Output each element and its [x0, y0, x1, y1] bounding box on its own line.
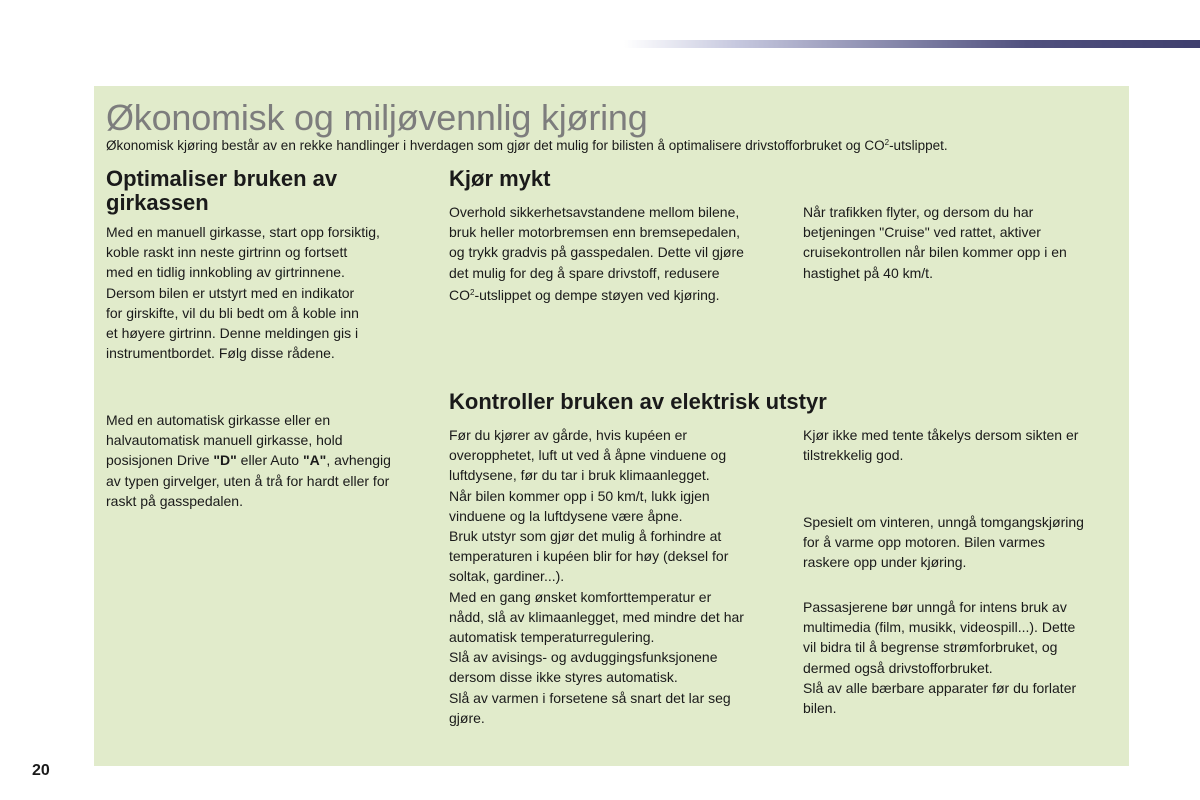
text-line: betjeningen "Cruise" ved rattet, aktiver	[803, 224, 1041, 241]
text-line: vil bidra til å begrense strømforbruket, og	[803, 639, 1058, 656]
text-line: Før du kjører av gårde, hvis kupéen er	[449, 427, 688, 443]
text-line: nådd, slå av klimaanlegget, med mindre det har	[449, 608, 744, 625]
text-line: Bruk utstyr som gjør det mulig å forhindre at	[449, 528, 722, 545]
text-line: instrumentbordet. Følg disse rådene.	[106, 345, 335, 362]
page-title: Økonomisk og miljøvennlig kjøring	[106, 97, 648, 138]
electrical-text-col1	[449, 425, 744, 728]
text-line: bilen.	[803, 700, 837, 717]
text-line: soltak, gardiner...).	[449, 568, 565, 585]
smooth-text-col2	[803, 202, 1067, 283]
intro-sup: 2	[884, 138, 890, 147]
text-line: multimedia (film, musikk, videospill...). Dette	[803, 619, 1076, 636]
text-line: for å varme opp motoren. Bilen varmes	[803, 534, 1045, 551]
text-line: det mulig for deg å spare drivstoff, redusere	[449, 264, 720, 281]
text-line: Dersom bilen er utstyrt med en indikator	[106, 284, 355, 301]
text-line: Med en automatisk girkasse eller en	[106, 412, 331, 428]
text-line: tilstrekkelig god.	[803, 447, 904, 464]
text-line: automatisk temperaturregulering.	[449, 629, 655, 646]
gearbox-auto-text	[106, 410, 391, 511]
text-line: overopphetet, luft ut ved å åpne vinduene og	[449, 447, 727, 464]
text-line: Spesielt om vinteren, unngå tomgangskjøring	[803, 514, 1084, 530]
smooth-heading: Kjør mykt	[449, 166, 551, 191]
text-span: eller Auto	[236, 452, 303, 469]
text-line: for girskifte, vil du bli bedt om å koble inn	[106, 304, 359, 321]
text-line: vinduene og la luftdysene være åpne.	[449, 507, 683, 524]
electrical-heading: Kontroller bruken av elektrisk utstyr	[449, 389, 827, 414]
text-line: luftdysene, før du tar i bruk klimaanlegget.	[449, 467, 710, 484]
text-line: Med en manuell girkasse, start opp forsiktig,	[106, 224, 380, 240]
text-line: Overhold sikkerhetsavstandene mellom bilene,	[449, 204, 740, 220]
intro-text	[106, 133, 948, 156]
text-line: Slå av avisings- og avduggingsfunksjonene	[449, 649, 718, 666]
text-line: og trykk gradvis på gasspedalen. Dette vil gjøre	[449, 244, 744, 261]
text-line: Med en gang ønsket komforttemperatur er	[449, 588, 712, 605]
text-line: dersom disse ikke styres automatisk.	[449, 669, 678, 686]
intro-end: -utslippet.	[889, 138, 948, 153]
text-line: temperaturen i kupéen blir for høy (deksel for	[449, 548, 729, 565]
text-line: dermed også drivstofforbruket.	[803, 659, 993, 676]
text-line: raskt på gasspedalen.	[106, 492, 243, 509]
text-span: posisjonen Drive	[106, 452, 214, 469]
text-line: Kjør ikke med tente tåkelys dersom sikten er	[803, 427, 1079, 443]
text-line: Passasjerene bør unngå for intens bruk av	[803, 599, 1067, 615]
text-line: cruisekontrollen når bilen kommer opp i en	[803, 244, 1067, 261]
text-span: CO	[449, 286, 470, 303]
text-line: Slå av varmen i forsetene så snart det lar seg	[449, 689, 731, 706]
gearbox-heading-line1: Optimaliser bruken av	[106, 166, 338, 191]
auto-position: "A"	[302, 452, 327, 469]
gearbox-heading	[106, 167, 337, 215]
electrical-text-col2-p1	[803, 425, 1078, 465]
text-line: Når trafikken flyter, og dersom du har	[803, 204, 1034, 220]
text-line: raskere opp under kjøring.	[803, 554, 967, 571]
smooth-text-col1	[449, 202, 744, 305]
gearbox-heading-line2: girkassen	[106, 190, 209, 215]
co2-sup: 2	[470, 287, 475, 297]
drive-position: "D"	[213, 452, 237, 469]
text-line: Når bilen kommer opp i 50 km/t, lukk igjen	[449, 487, 710, 504]
text-line: et høyere girtrinn. Denne meldingen gis i	[106, 325, 359, 342]
text-line: hastighet på 40 km/t.	[803, 264, 933, 281]
text-line: Slå av alle bærbare apparater før du forlater	[803, 679, 1077, 696]
electrical-text-col2-p3	[803, 597, 1076, 718]
intro-body: Økonomisk kjøring består av en rekke handlinger i hverdagen som gjør det mulig for bilisten å optimalisere drivstofforbruket og CO	[106, 138, 885, 153]
page-number: 20	[32, 762, 50, 779]
text-line: bruk heller motorbremsen enn bremsepedalen,	[449, 224, 741, 241]
header-gradient-bar	[624, 40, 1200, 48]
text-line: halvautomatisk manuell girkasse, hold	[106, 432, 343, 449]
text-line: med en tidlig innkobling av girtrinnene.	[106, 264, 345, 281]
text-line: koble raskt inn neste girtrinn og fortsett	[106, 244, 348, 261]
electrical-text-col2-p2	[803, 512, 1084, 573]
text-line	[449, 283, 744, 305]
text-line: gjøre.	[449, 709, 485, 726]
gearbox-manual-text	[106, 222, 380, 363]
text-line: av typen girvelger, uten å trå for hardt eller for	[106, 472, 390, 489]
text-span: , avhengig	[326, 452, 391, 469]
text-line	[106, 450, 391, 470]
text-span: -utslippet og dempe støyen ved kjøring.	[474, 286, 720, 303]
